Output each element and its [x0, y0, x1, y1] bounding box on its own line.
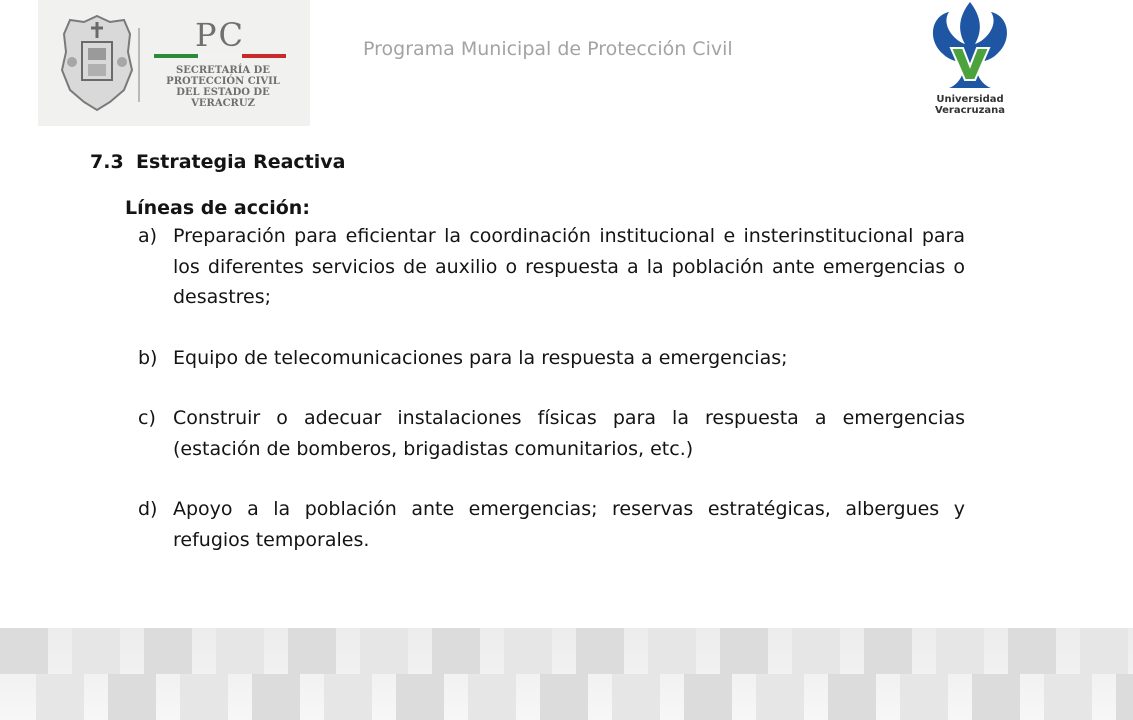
footer-tile — [756, 674, 804, 720]
lines-of-action-heading: Líneas de acción: — [125, 197, 310, 219]
fleur-de-lis-icon — [905, 0, 1035, 92]
list-marker: d) — [138, 498, 158, 520]
footer-tile — [1116, 674, 1133, 720]
footer-tile — [1008, 628, 1056, 674]
list-item-text: Construir o adecuar instalaciones físicas para la respuesta a emergencias (estación de bomberos, brigadistas comunitarios, etc.) — [173, 407, 965, 460]
section-title: Estrategia Reactiva — [136, 151, 346, 173]
footer-tile — [792, 628, 840, 674]
list-marker: c) — [138, 407, 156, 429]
footer-tile — [432, 628, 480, 674]
program-title: Programa Municipal de Protección Civil — [363, 38, 733, 60]
footer-tile — [288, 628, 336, 674]
tricolor-band — [154, 54, 287, 58]
list-item-text: Preparación para eficientar la coordinación institucional e insterinstitucional para los diferentes servicios de auxilio o respuesta a la población ante emergencias o desastres; — [173, 225, 965, 308]
footer-tile — [972, 674, 1020, 720]
footer-tile — [468, 674, 516, 720]
university-name: Universidad Veracruzana — [934, 94, 1006, 116]
document-body — [90, 150, 965, 585]
pc-caption — [148, 65, 298, 109]
footer-tile — [900, 674, 948, 720]
list-item — [90, 221, 965, 313]
footer-tile — [936, 628, 984, 674]
footer-tile — [216, 628, 264, 674]
footer-tile — [864, 628, 912, 674]
footer-tile — [252, 674, 300, 720]
list-item — [90, 343, 965, 374]
footer-tile — [144, 628, 192, 674]
footer-tile — [612, 674, 660, 720]
section-number: 7.3 — [90, 151, 124, 173]
secretaria-proteccion-civil-logo — [38, 0, 310, 126]
list-item-text: Apoyo a la población ante emergencias; reservas estratégicas, albergues y refugios temporales. — [173, 498, 965, 551]
footer-decoration — [0, 628, 1133, 720]
footer-tile — [360, 628, 408, 674]
footer-tile — [504, 628, 552, 674]
list-item — [90, 494, 965, 555]
pc-caption-line: PROTECCIÓN CIVIL — [166, 76, 280, 87]
action-list — [90, 221, 965, 555]
band-green — [154, 54, 198, 58]
logo-divider — [138, 28, 140, 102]
list-marker: b) — [138, 346, 158, 369]
footer-tile — [72, 628, 120, 674]
band-red — [242, 54, 286, 58]
pc-caption-line: SECRETARÍA DE — [176, 65, 270, 76]
veracruz-shield-icon — [58, 12, 136, 112]
footer-tile — [648, 628, 696, 674]
footer-tile — [0, 628, 48, 674]
footer-tile — [180, 674, 228, 720]
band-white — [198, 54, 242, 58]
footer-tile — [1080, 628, 1128, 674]
footer-tile — [720, 628, 768, 674]
footer-tile — [324, 674, 372, 720]
footer-tile — [576, 628, 624, 674]
footer-tile — [828, 674, 876, 720]
list-item — [90, 403, 965, 464]
pc-acronym: PC — [194, 16, 245, 54]
footer-tile — [36, 674, 84, 720]
pc-caption-line: DEL ESTADO DE VERACRUZ — [176, 87, 270, 109]
section-heading — [90, 150, 965, 174]
list-item-text: Equipo de telecomunicaciones para la respuesta a emergencias; — [173, 346, 788, 369]
footer-tile — [684, 674, 732, 720]
list-marker: a) — [138, 225, 158, 247]
universidad-veracruzana-logo — [905, 0, 1035, 116]
footer-tile — [1044, 674, 1092, 720]
footer-tile — [540, 674, 588, 720]
footer-tile — [396, 674, 444, 720]
footer-tile — [108, 674, 156, 720]
